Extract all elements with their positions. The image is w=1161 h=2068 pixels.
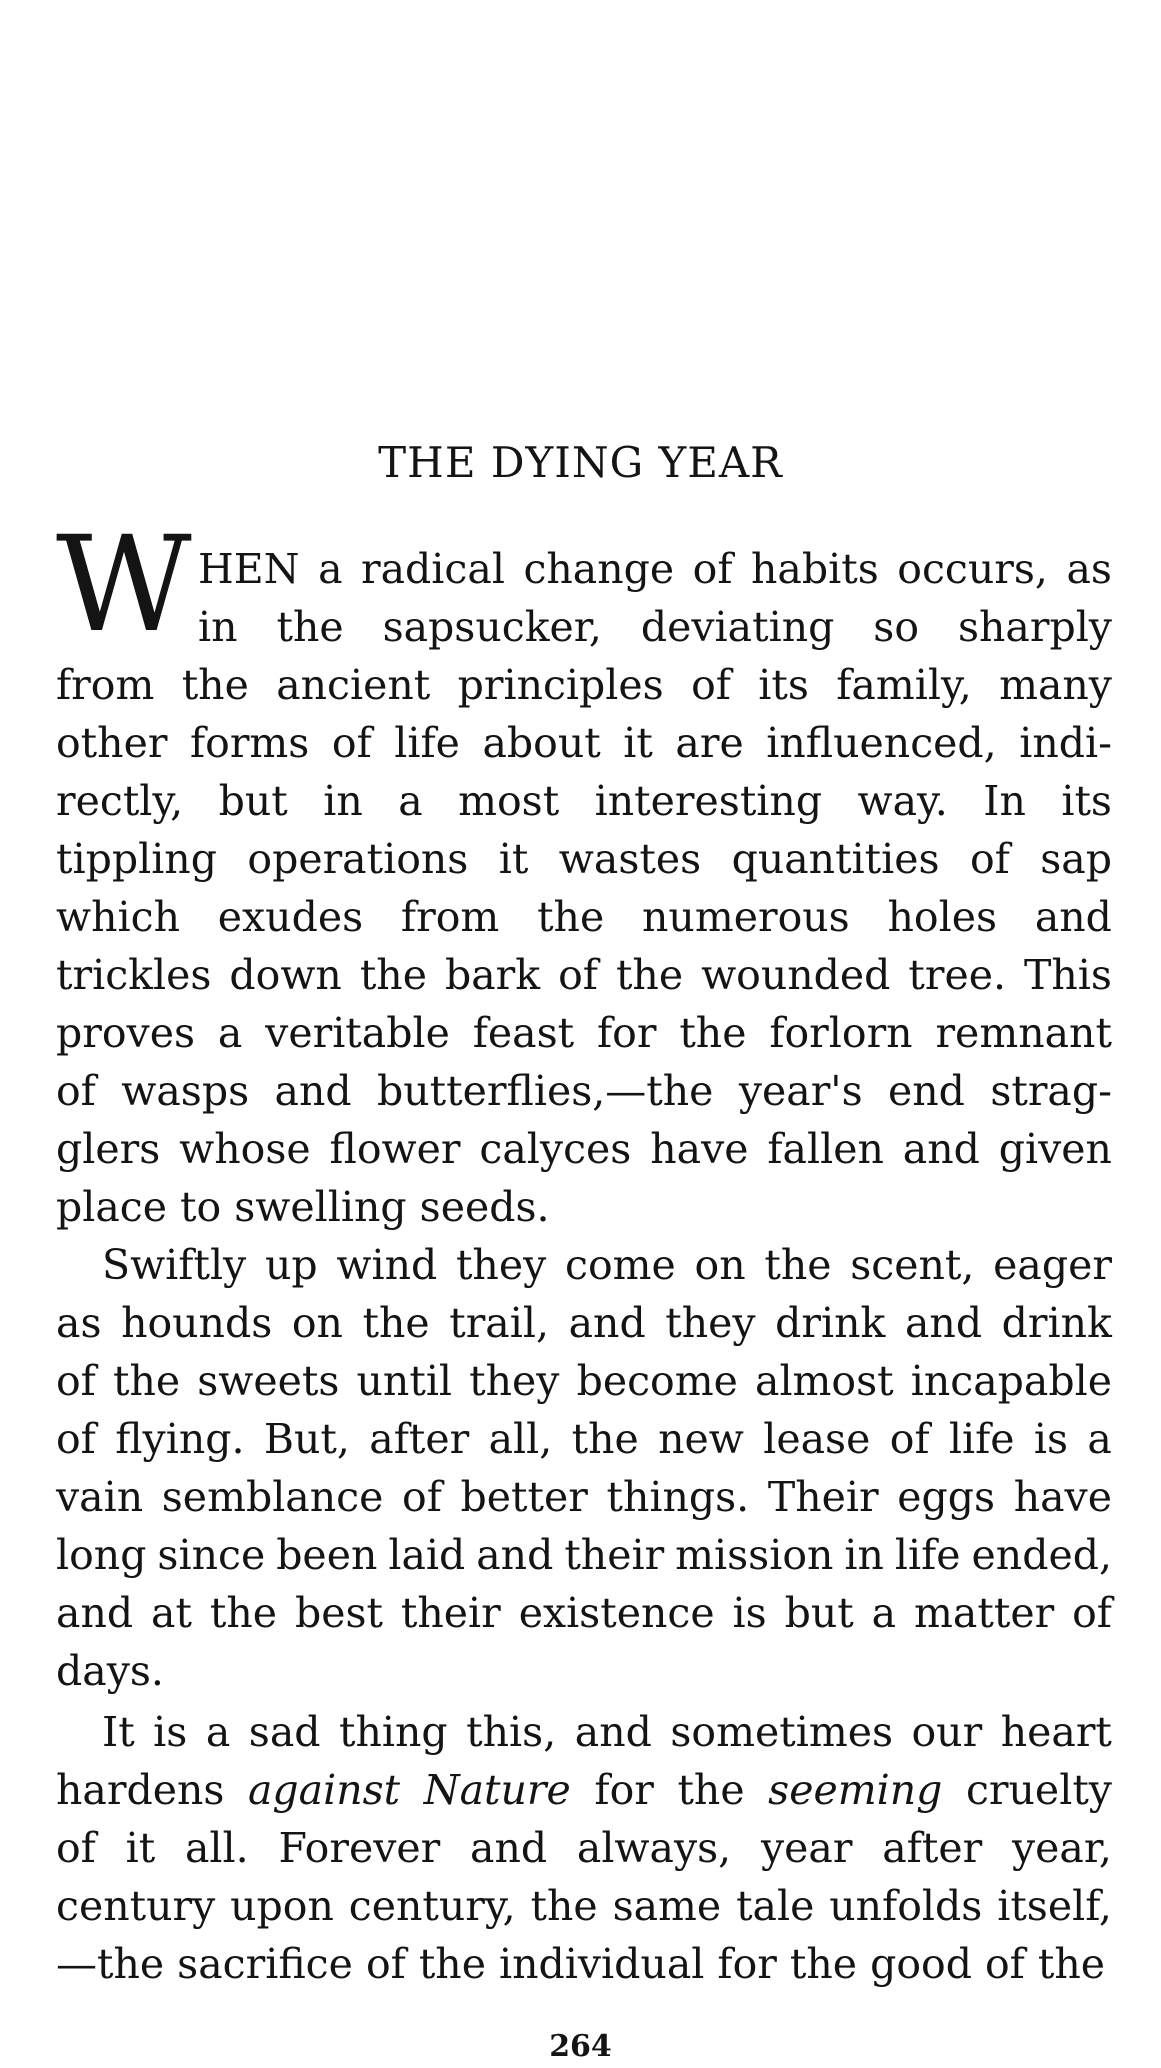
word: year's bbox=[738, 1067, 863, 1115]
word: from bbox=[400, 893, 500, 941]
text-line bbox=[56, 1877, 1112, 1935]
text-line bbox=[56, 656, 1112, 714]
word: seeming bbox=[768, 1766, 943, 1814]
word: same bbox=[612, 1882, 722, 1930]
word: eager bbox=[993, 1241, 1112, 1289]
word: occurs, bbox=[897, 545, 1048, 593]
word: of bbox=[56, 1824, 96, 1872]
word: their bbox=[564, 1531, 665, 1579]
word: the bbox=[276, 603, 344, 651]
word: of bbox=[691, 661, 731, 709]
text-line bbox=[56, 1584, 1112, 1642]
word: life bbox=[894, 1531, 961, 1579]
word: butterflies,—the bbox=[377, 1067, 714, 1115]
word: but bbox=[784, 1589, 854, 1637]
word: bark bbox=[444, 951, 541, 999]
word: But, bbox=[263, 1415, 350, 1463]
word: until bbox=[356, 1357, 453, 1405]
word: for bbox=[594, 1766, 654, 1814]
word: become bbox=[576, 1357, 738, 1405]
word: drink bbox=[1001, 1299, 1112, 1347]
word: proves bbox=[56, 1009, 195, 1057]
word: and bbox=[470, 1824, 548, 1872]
word: change bbox=[523, 545, 675, 593]
word: it bbox=[498, 835, 529, 883]
word: the bbox=[677, 1766, 745, 1814]
word: the bbox=[764, 1241, 832, 1289]
word: the bbox=[112, 1357, 181, 1405]
word: its bbox=[1061, 777, 1112, 825]
word: wastes bbox=[558, 835, 702, 883]
word: in bbox=[844, 1531, 884, 1579]
text-line bbox=[56, 1352, 1112, 1410]
word: of bbox=[331, 719, 372, 767]
word: deviating bbox=[640, 603, 835, 651]
text-line bbox=[56, 1062, 1112, 1120]
word: of bbox=[969, 835, 1010, 883]
word: best bbox=[294, 1589, 383, 1637]
word: after bbox=[369, 1415, 470, 1463]
chapter-title: THE DYING YEAR bbox=[378, 438, 783, 487]
word: exudes bbox=[217, 893, 364, 941]
word: and bbox=[476, 1531, 554, 1579]
word: the bbox=[537, 893, 605, 941]
word: for bbox=[596, 1009, 657, 1057]
word: eggs bbox=[897, 1473, 996, 1521]
word: our bbox=[911, 1708, 983, 1756]
word: the bbox=[209, 1589, 278, 1637]
word: its bbox=[758, 661, 809, 709]
word: their bbox=[400, 1589, 501, 1637]
word: vain bbox=[56, 1473, 144, 1521]
word: tippling bbox=[56, 835, 217, 883]
word: operations bbox=[247, 835, 469, 883]
word: sap bbox=[1040, 835, 1112, 883]
word: radical bbox=[361, 545, 505, 593]
word: so bbox=[873, 603, 920, 651]
word: long bbox=[56, 1531, 147, 1579]
word: most bbox=[458, 777, 560, 825]
word: the bbox=[571, 1415, 639, 1463]
word: they bbox=[665, 1299, 756, 1347]
word: as bbox=[56, 1299, 102, 1347]
text-line bbox=[56, 830, 1112, 888]
word: always, bbox=[576, 1824, 732, 1872]
word: This bbox=[1024, 951, 1112, 999]
word: the bbox=[359, 951, 427, 999]
word: way. bbox=[857, 777, 948, 825]
word: trickles bbox=[56, 951, 212, 999]
word: holes bbox=[887, 893, 998, 941]
text-line bbox=[56, 772, 1112, 830]
word: they bbox=[469, 1357, 560, 1405]
word: this, bbox=[466, 1708, 557, 1756]
word: is bbox=[1033, 1415, 1069, 1463]
word: at bbox=[151, 1589, 192, 1637]
word: about bbox=[482, 719, 601, 767]
word: interesting bbox=[594, 777, 823, 825]
text-line bbox=[198, 598, 1112, 656]
text-line bbox=[102, 1703, 1112, 1761]
word: the bbox=[362, 1299, 430, 1347]
word: remnant bbox=[935, 1009, 1112, 1057]
word: existence bbox=[518, 1589, 715, 1637]
text-line bbox=[102, 1236, 1112, 1294]
word: heart bbox=[1000, 1708, 1112, 1756]
word: ancient bbox=[276, 661, 431, 709]
word: Their bbox=[767, 1473, 879, 1521]
word: they bbox=[455, 1241, 547, 1289]
word: sharply bbox=[957, 603, 1112, 651]
word: semblance bbox=[161, 1473, 384, 1521]
word: ended, bbox=[971, 1531, 1112, 1579]
word: from bbox=[56, 661, 155, 709]
word: hardens bbox=[56, 1766, 225, 1814]
word: influenced, bbox=[766, 719, 997, 767]
word: and bbox=[904, 1299, 983, 1347]
word: have bbox=[1013, 1473, 1112, 1521]
word: almost bbox=[755, 1357, 894, 1405]
word: unfolds bbox=[829, 1882, 983, 1930]
word: wasps bbox=[121, 1067, 250, 1115]
word: new bbox=[658, 1415, 744, 1463]
word: sapsucker, bbox=[382, 603, 602, 651]
word: on bbox=[694, 1241, 746, 1289]
word: of bbox=[56, 1357, 96, 1405]
word: scent, bbox=[850, 1241, 975, 1289]
word: all. bbox=[184, 1824, 249, 1872]
word: it bbox=[623, 719, 653, 767]
word: tale bbox=[736, 1882, 815, 1930]
word: flower bbox=[329, 1125, 461, 1173]
word: things. bbox=[606, 1473, 750, 1521]
word: a bbox=[398, 777, 423, 825]
word: trail, bbox=[449, 1299, 550, 1347]
word: a bbox=[318, 545, 343, 593]
word: upon bbox=[230, 1882, 334, 1930]
word: rectly, bbox=[56, 777, 184, 825]
word: of bbox=[56, 1067, 96, 1115]
word: Forever bbox=[278, 1824, 441, 1872]
word: since bbox=[157, 1531, 266, 1579]
word: habits bbox=[751, 545, 879, 593]
word: sad bbox=[248, 1708, 321, 1756]
word: of bbox=[1072, 1589, 1112, 1637]
word: tree. bbox=[908, 951, 1007, 999]
word: laid bbox=[388, 1531, 466, 1579]
word: Swiftly bbox=[102, 1241, 247, 1289]
word: better bbox=[460, 1473, 588, 1521]
text-line bbox=[56, 1526, 1112, 1584]
word: a bbox=[205, 1708, 231, 1756]
text-line bbox=[56, 1120, 1112, 1178]
text-line bbox=[198, 540, 1112, 598]
word: a bbox=[871, 1589, 897, 1637]
word: family, bbox=[836, 661, 972, 709]
word: come bbox=[565, 1241, 676, 1289]
word: given bbox=[998, 1125, 1112, 1173]
word: have bbox=[650, 1125, 749, 1173]
word: quantities bbox=[731, 835, 940, 883]
word: sweets bbox=[197, 1357, 340, 1405]
word: and bbox=[902, 1125, 980, 1173]
word: incapable bbox=[910, 1357, 1112, 1405]
word: down bbox=[229, 951, 342, 999]
text-line bbox=[56, 714, 1112, 772]
word: and bbox=[1034, 893, 1112, 941]
word: of bbox=[889, 1415, 930, 1463]
word: cruelty bbox=[965, 1766, 1112, 1814]
word: lease bbox=[763, 1415, 871, 1463]
text-line bbox=[56, 1004, 1112, 1062]
word: the bbox=[530, 1882, 598, 1930]
word: year bbox=[760, 1824, 853, 1872]
word: and bbox=[574, 1708, 652, 1756]
word: glers bbox=[56, 1125, 161, 1173]
text-line: days. bbox=[56, 1647, 164, 1695]
word: feast bbox=[472, 1009, 575, 1057]
word: against bbox=[247, 1766, 401, 1814]
word: on bbox=[291, 1299, 343, 1347]
word: and bbox=[568, 1299, 646, 1347]
text-line bbox=[56, 888, 1112, 946]
word: forms bbox=[189, 719, 310, 767]
word: HEN bbox=[198, 545, 300, 593]
word: of bbox=[56, 1415, 96, 1463]
word: after bbox=[882, 1824, 983, 1872]
word: itself, bbox=[997, 1882, 1112, 1930]
word: whose bbox=[179, 1125, 311, 1173]
word: is bbox=[153, 1708, 188, 1756]
word: of bbox=[692, 545, 733, 593]
word: and bbox=[56, 1589, 134, 1637]
word: the bbox=[679, 1009, 747, 1057]
word: thing bbox=[339, 1708, 448, 1756]
word: wind bbox=[336, 1241, 438, 1289]
word: the bbox=[181, 661, 249, 709]
word: is bbox=[732, 1589, 767, 1637]
word: numerous bbox=[642, 893, 850, 941]
word: a bbox=[217, 1009, 243, 1057]
word: of bbox=[402, 1473, 442, 1521]
word: century bbox=[56, 1882, 216, 1930]
text-line bbox=[56, 1761, 1112, 1819]
word: fallen bbox=[767, 1125, 884, 1173]
word: century, bbox=[348, 1882, 516, 1930]
word: it bbox=[125, 1824, 156, 1872]
word: mission bbox=[675, 1531, 834, 1579]
word: which bbox=[56, 893, 180, 941]
text-line bbox=[56, 1468, 1112, 1526]
word: principles bbox=[457, 661, 664, 709]
word: forlorn bbox=[769, 1009, 913, 1057]
word: in bbox=[198, 603, 238, 651]
word: all, bbox=[488, 1415, 553, 1463]
word: in bbox=[323, 777, 363, 825]
text-line bbox=[56, 1819, 1112, 1877]
word: veritable bbox=[265, 1009, 450, 1057]
word: up bbox=[264, 1241, 318, 1289]
word: and bbox=[274, 1067, 352, 1115]
text-line bbox=[56, 946, 1112, 1004]
text-line bbox=[56, 1410, 1112, 1468]
word: the bbox=[615, 951, 684, 999]
word: drink bbox=[775, 1299, 886, 1347]
word: sometimes bbox=[670, 1708, 893, 1756]
word: flying. bbox=[115, 1415, 245, 1463]
word: year, bbox=[1011, 1824, 1112, 1872]
word: other bbox=[56, 719, 168, 767]
word: end bbox=[888, 1067, 965, 1115]
text-line: —the sacrifice of the individual for the good of the bbox=[56, 1940, 1106, 1988]
word: indi- bbox=[1019, 719, 1112, 767]
word: calyces bbox=[479, 1125, 632, 1173]
page-number: 264 bbox=[549, 2029, 612, 2064]
word: In bbox=[983, 777, 1026, 825]
word: hounds bbox=[121, 1299, 273, 1347]
word: wounded bbox=[701, 951, 891, 999]
word: as bbox=[1066, 545, 1112, 593]
word: matter bbox=[914, 1589, 1055, 1637]
word: of bbox=[558, 951, 598, 999]
drop-cap: W bbox=[56, 508, 192, 662]
word: Nature bbox=[423, 1766, 571, 1814]
word: life bbox=[394, 719, 460, 767]
word: been bbox=[276, 1531, 378, 1579]
text-line bbox=[56, 1294, 1112, 1352]
word: but bbox=[218, 777, 288, 825]
word: many bbox=[999, 661, 1112, 709]
word: It bbox=[102, 1708, 135, 1756]
text-line: place to swelling seeds. bbox=[56, 1183, 550, 1231]
word: strag- bbox=[990, 1067, 1112, 1115]
word: are bbox=[675, 719, 744, 767]
word: life bbox=[948, 1415, 1015, 1463]
word: a bbox=[1087, 1415, 1112, 1463]
